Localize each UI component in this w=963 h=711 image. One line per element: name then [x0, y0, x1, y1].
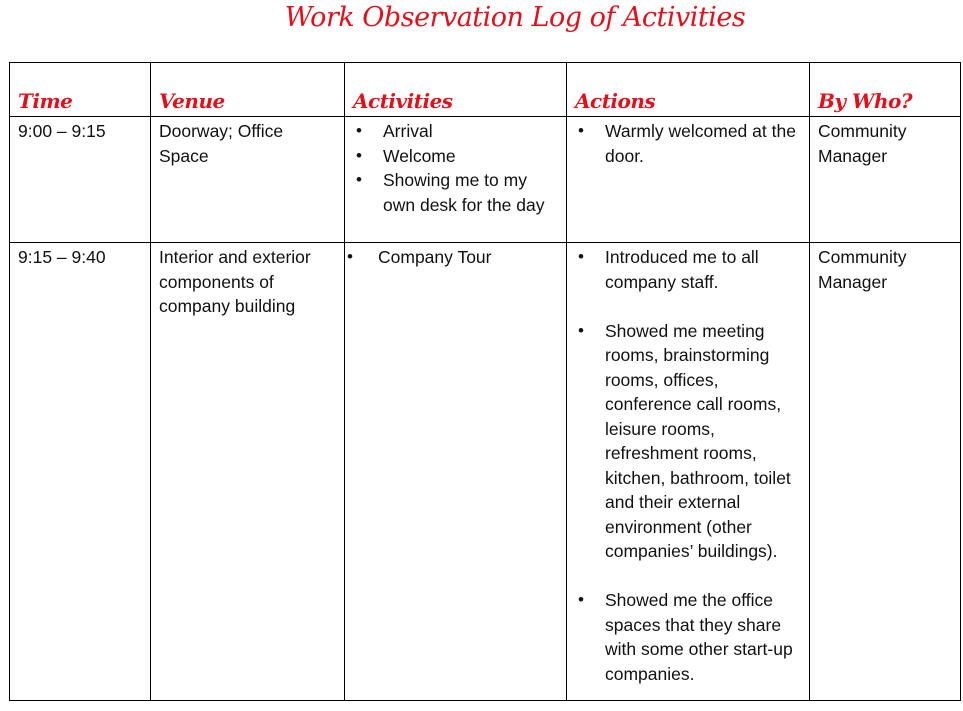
- venue-cell: Interior and exterior components of company building: [151, 243, 345, 701]
- activities-cell: [345, 117, 567, 243]
- venue-cell: Doorway; Office Space: [151, 117, 345, 243]
- table-row: [10, 243, 961, 701]
- by-who-cell: Community Manager: [810, 117, 961, 243]
- header-time: Time: [10, 63, 151, 117]
- activities-list: [353, 119, 558, 217]
- header-actions: Actions: [567, 63, 810, 117]
- actions-cell: [567, 117, 810, 243]
- actions-list: [575, 245, 801, 686]
- header-activities: Activities: [345, 63, 567, 117]
- header-by-who: By Who?: [810, 63, 961, 117]
- list-item: • Showing me to my own desk for the day: [353, 168, 558, 217]
- time-cell: 9:00 – 9:15: [10, 117, 151, 243]
- activities-list: [353, 245, 558, 270]
- list-item: • Warmly welcomed at the door.: [575, 119, 801, 168]
- list-item: • Company Tour: [353, 245, 558, 270]
- actions-cell: [567, 243, 810, 701]
- activity-log-table: [9, 62, 961, 701]
- list-item: • Welcome: [353, 144, 558, 169]
- list-item: • Showed me the office spaces that they share with some other start-up companies.: [575, 588, 801, 686]
- page-title: Work Observation Log of Activities: [284, 2, 746, 33]
- actions-list: [575, 119, 801, 168]
- table-row: [10, 117, 961, 243]
- table-header-row: [10, 63, 961, 117]
- time-cell: 9:15 – 9:40: [10, 243, 151, 701]
- list-item: • Introduced me to all company staff.: [575, 245, 801, 294]
- activities-cell: [345, 243, 567, 701]
- list-item: • Arrival: [353, 119, 558, 144]
- list-item: • Showed me meeting rooms, brainstorming rooms, offices, conference call rooms, leisure rooms, refreshment rooms, kitchen, bathroom, toilet and their external environment (other companies’ buildings).: [575, 319, 801, 564]
- by-who-cell: Community Manager: [810, 243, 961, 701]
- header-venue: Venue: [151, 63, 345, 117]
